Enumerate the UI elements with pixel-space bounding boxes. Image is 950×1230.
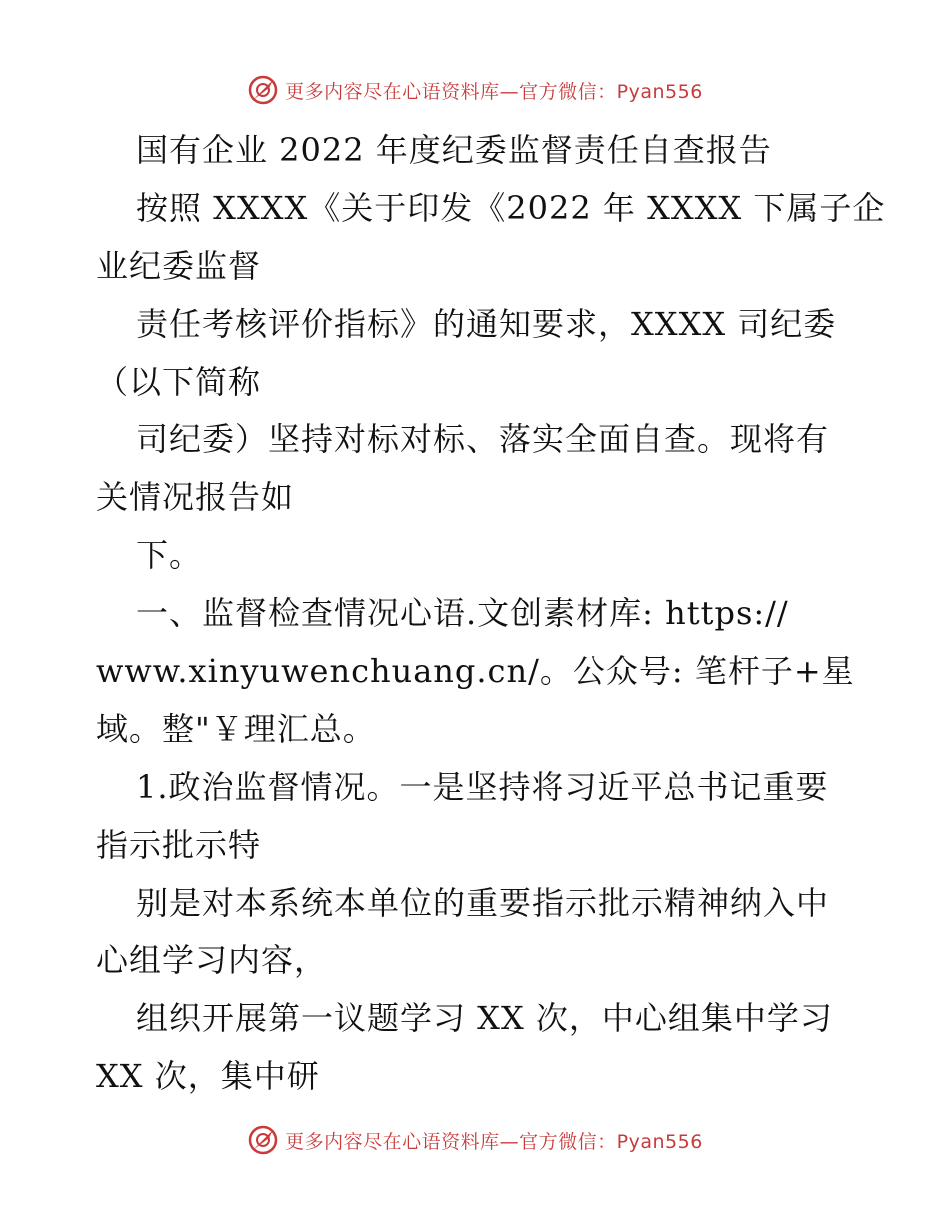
text-line: 业纪委监督 (96, 246, 262, 285)
text-line: 司纪委）坚持对标对标、落实全面自查。现将有 (136, 420, 830, 459)
text-line: 心组学习内容， (96, 941, 328, 980)
text-line: 关情况报告如 (96, 478, 295, 517)
text-line: 组织开展第一议题学习 XX 次，中心组集中学习 (136, 999, 833, 1038)
text-line: 域。整"￥理汇总。 (96, 709, 376, 748)
document-body (96, 122, 886, 1106)
text-line: （以下简称 (96, 362, 262, 401)
text-line: XX 次，集中研 (96, 1057, 320, 1096)
subsection-heading: 1.政治监督情况。一是坚持将习近平总书记重要 (136, 767, 829, 806)
text-line: 别是对本系统本单位的重要指示批示精神纳入中 (136, 883, 830, 922)
text-line: 指示批示特 (96, 825, 262, 864)
section-heading: 一、监督检查情况心语.文创素材库: https:// (136, 594, 789, 633)
banner-text: 更多内容尽在心语资料库—官方微信：Pyan556 (285, 1130, 703, 1153)
text-line: 责任考核评价指标》的通知要求，XXXX 司纪委 (136, 304, 837, 343)
text-line: 下。 (136, 536, 203, 575)
quill-pen-logo-icon (247, 1124, 279, 1156)
document-title: 国有企业 2022 年度纪委监督责任自查报告 (136, 131, 772, 169)
quill-pen-logo-icon (247, 74, 279, 106)
banner-text: 更多内容尽在心语资料库—官方微信：Pyan556 (285, 80, 703, 103)
footer-banner (0, 1120, 950, 1160)
header-banner (0, 70, 950, 110)
text-line: www.xinyuwenchuang.cn/。公众号: 笔杆子+星 (96, 652, 855, 691)
text-line: 按照 XXXX《关于印发《2022 年 XXXX 下属子企 (136, 188, 886, 227)
